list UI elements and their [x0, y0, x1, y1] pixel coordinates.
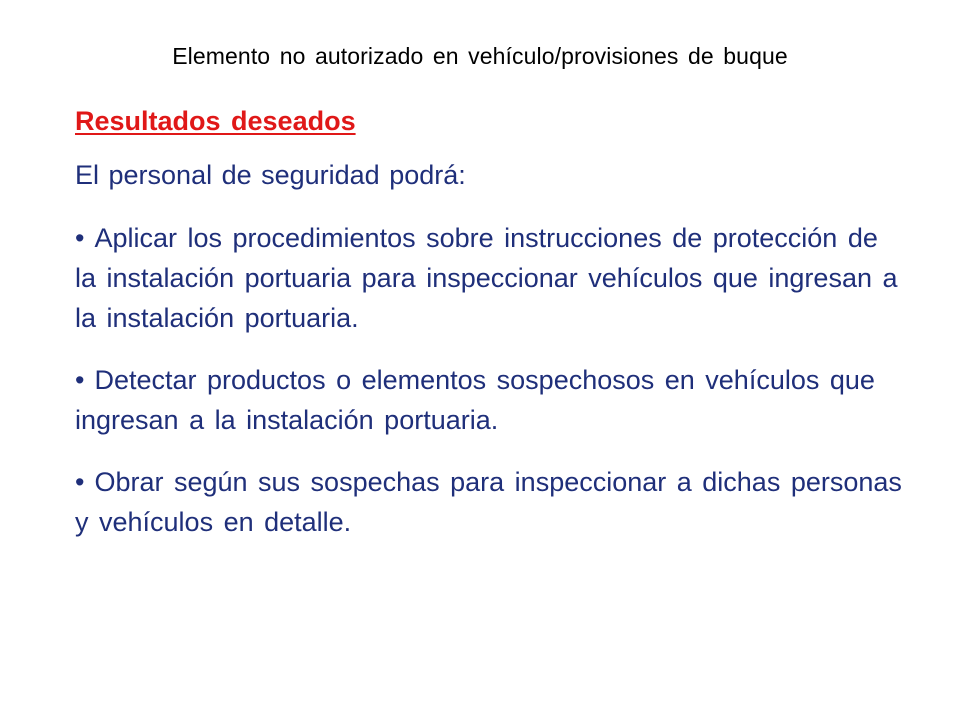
- bullet-icon: •: [75, 467, 85, 497]
- bullet-item: [75, 462, 905, 542]
- intro-text: El personal de seguridad podrá:: [75, 160, 466, 190]
- bullet-item: [75, 360, 905, 440]
- bullet-item: [75, 218, 905, 338]
- bullet-icon: •: [75, 223, 85, 253]
- bullet-icon: •: [75, 365, 85, 395]
- bullet-text: Detectar productos o elementos sospechosos en vehículos que ingresan a la instalación portuaria.: [75, 365, 875, 435]
- slide-title: Elemento no autorizado en vehículo/provisiones de buque: [172, 43, 788, 69]
- section-heading: Resultados deseados: [75, 106, 356, 136]
- bullet-text: Aplicar los procedimientos sobre instrucciones de protección de la instalación portuaria para inspeccionar vehículos que ingresan a la instalación portuaria.: [75, 223, 898, 333]
- bullet-text: Obrar según sus sospechas para inspeccionar a dichas personas y vehículos en detalle.: [75, 467, 902, 537]
- slide-content: [75, 104, 905, 564]
